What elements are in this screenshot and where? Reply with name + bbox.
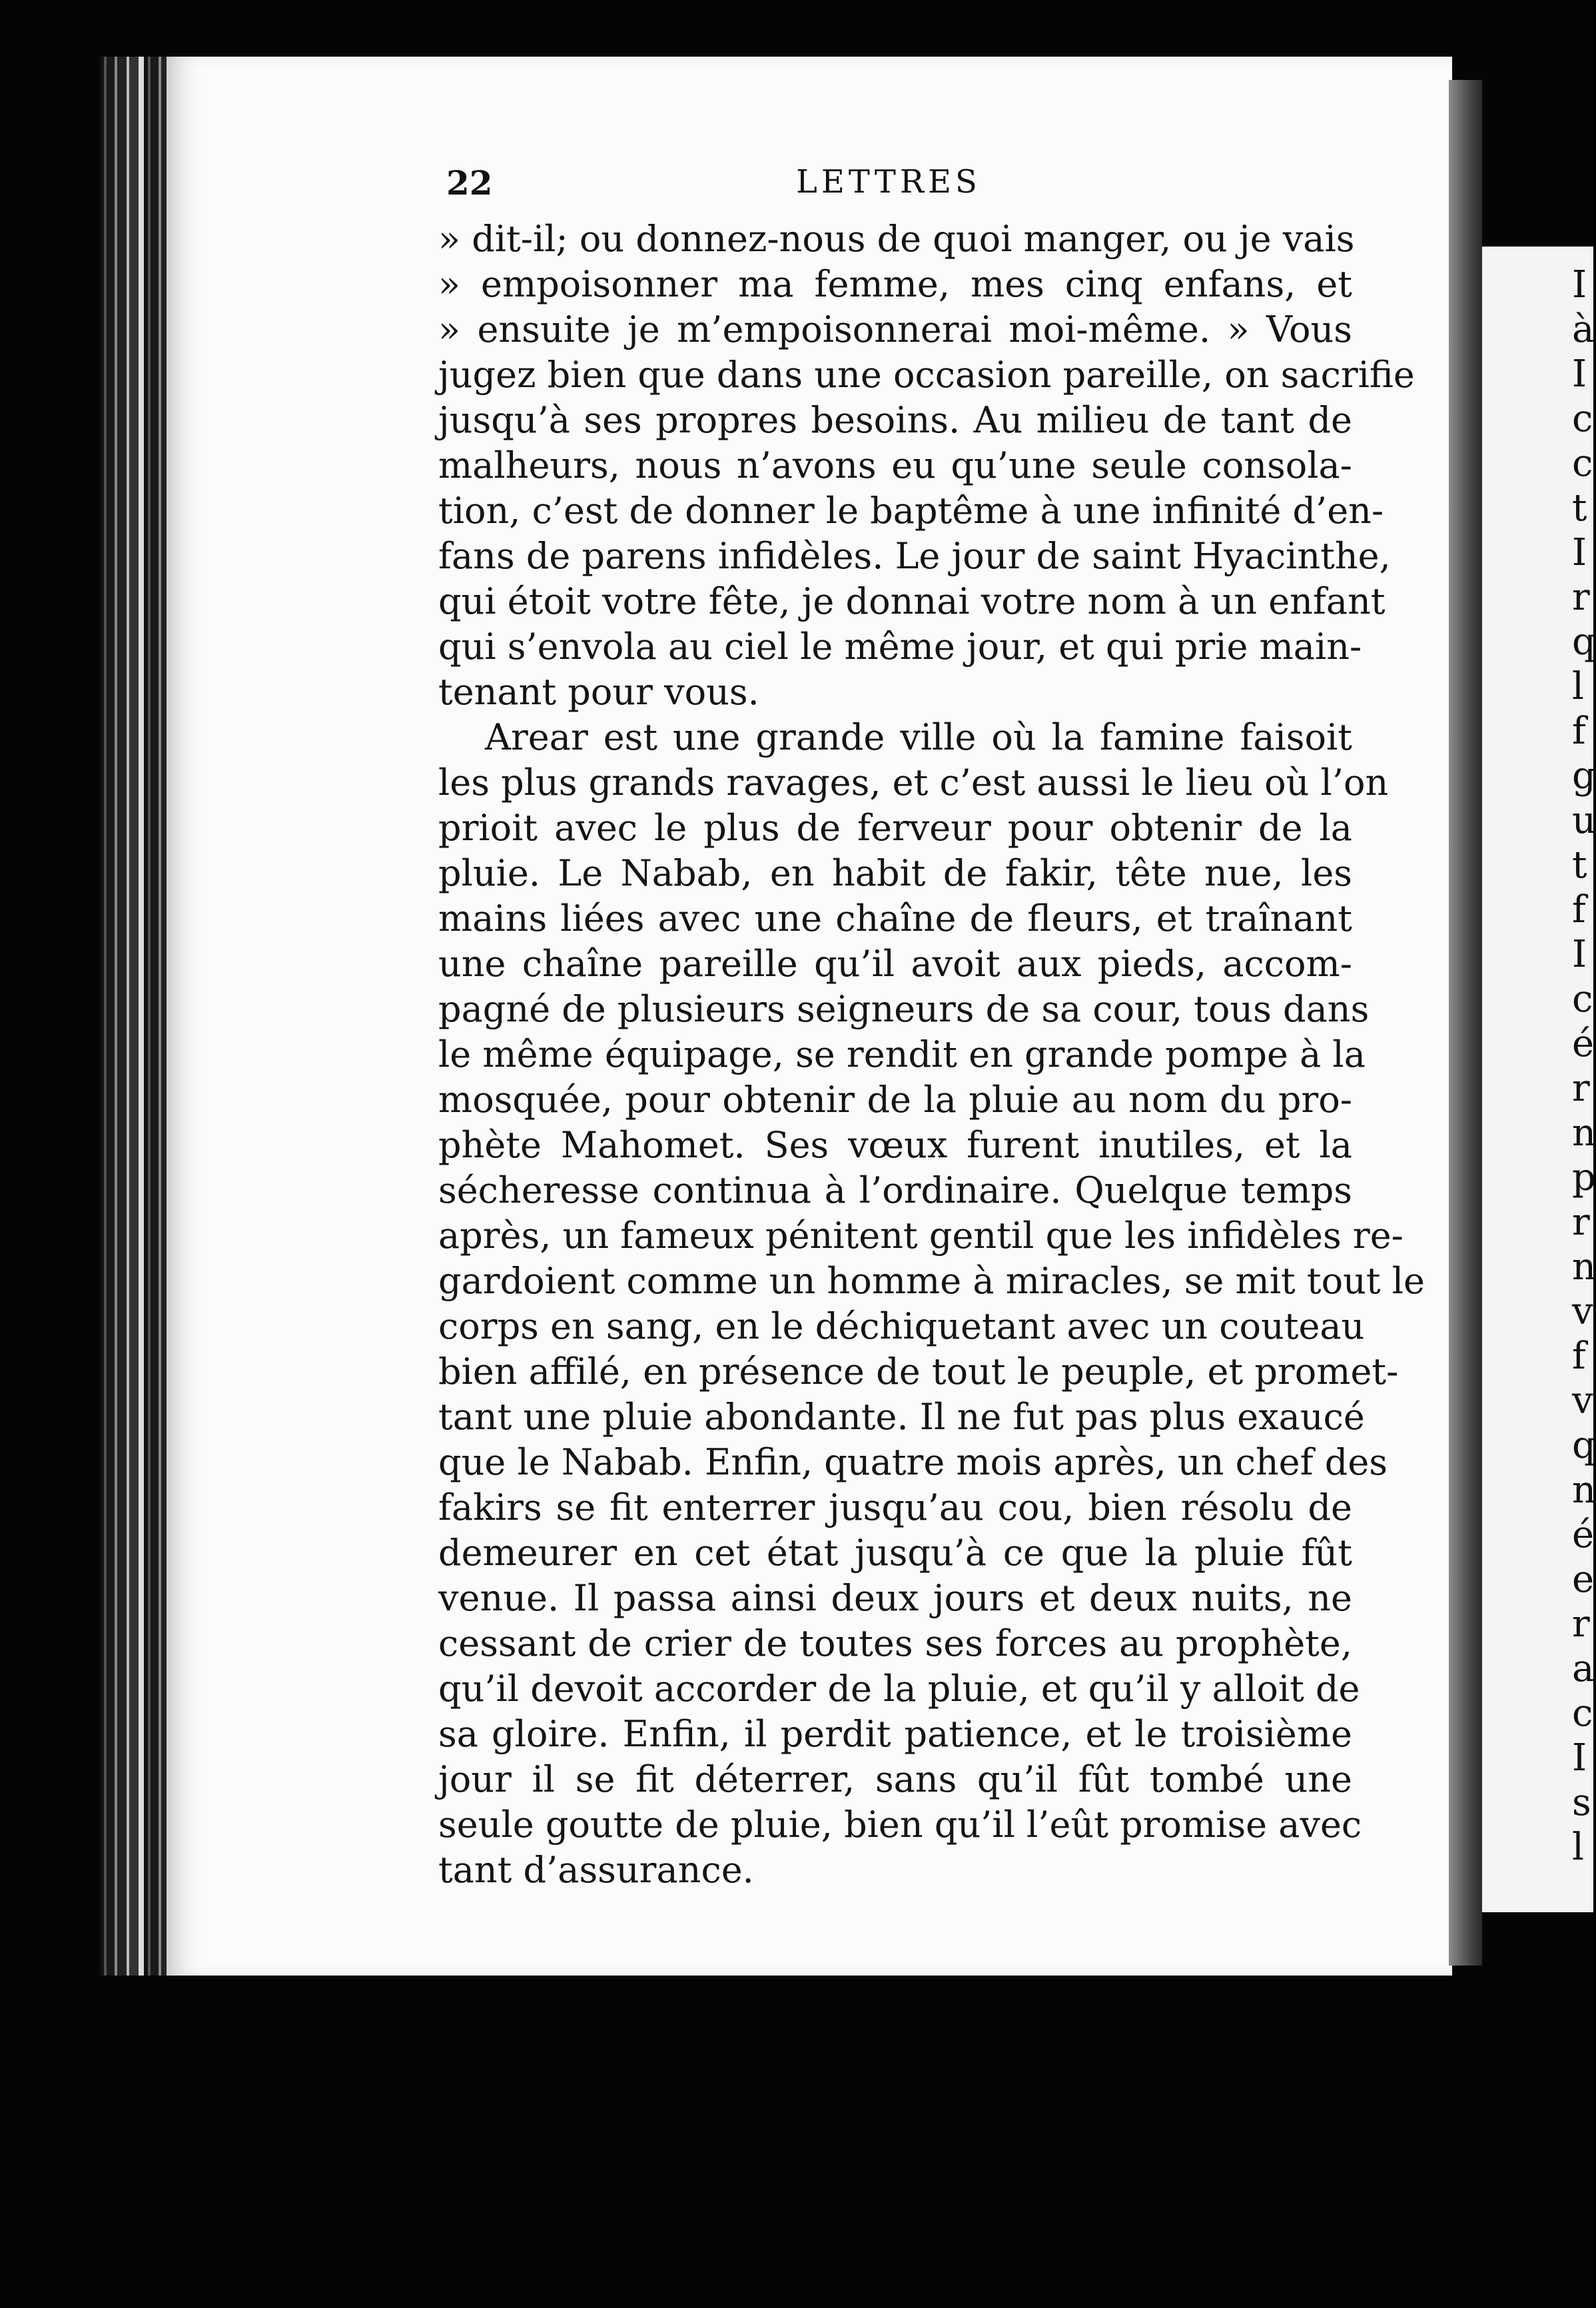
- text-line: corps en sang, en le déchiquetant avec un couteau: [438, 1305, 1365, 1347]
- page-edge-shadow: [1449, 80, 1482, 1966]
- facing-page-letter: q: [1572, 1424, 1596, 1467]
- facing-page-letter: e: [1572, 1558, 1595, 1601]
- text-line: cessant de crier de toutes ses forces au prophète,: [438, 1622, 1352, 1664]
- facing-page-letter: c: [1572, 397, 1593, 440]
- text-line: venue. Il passa ainsi deux jours et deux nuits, ne: [438, 1577, 1352, 1619]
- facing-page-letter: l: [1572, 1826, 1584, 1869]
- text-line: tenant pour vous.: [438, 671, 759, 713]
- text-line: tion, c’est de donner le baptême à une infinité d’en-: [438, 490, 1384, 532]
- text-line: les plus grands ravages, et c’est aussi le lieu où l’on: [438, 762, 1389, 804]
- text-line: jour il se fit déterrer, sans qu’il fût tombé une: [438, 1758, 1352, 1800]
- text-line: sécheresse continua à l’ordinaire. Quelque temps: [438, 1169, 1352, 1211]
- text-line: » ensuite je m’empoisonnerai moi-même. » Vous: [438, 308, 1352, 350]
- text-line: fakirs se fit enterrer jusqu’au cou, bien résolu de: [438, 1486, 1352, 1528]
- text-line: malheurs, nous n’avons eu qu’une seule consola-: [438, 444, 1352, 486]
- text-line: » dit-il; ou donnez-nous de quoi manger, ou je vais: [438, 218, 1355, 260]
- facing-page-letter: c: [1572, 1692, 1593, 1735]
- facing-page-letter: é: [1572, 1513, 1595, 1556]
- facing-page-letter: f: [1572, 710, 1586, 753]
- text-line: pagné de plusieurs seigneurs de sa cour, tous dans: [438, 988, 1370, 1030]
- text-line: tant d’assurance.: [438, 1849, 754, 1891]
- text-line: pluie. Le Nabab, en habit de fakir, tête nue, les: [438, 852, 1352, 894]
- facing-page-letter: g: [1572, 754, 1596, 798]
- text-line: qui étoit votre fête, je donnai votre nom à un enfant: [438, 580, 1386, 622]
- facing-page-letter: I: [1572, 1736, 1587, 1780]
- text-line: Arear est une grande ville où la famine faisoit: [485, 716, 1352, 758]
- facing-page-letter: v: [1572, 1379, 1593, 1423]
- text-line: jusqu’à ses propres besoins. Au milieu de tant de: [438, 399, 1352, 441]
- facing-page-letter: t: [1572, 844, 1587, 887]
- facing-page-letter: r: [1572, 1602, 1590, 1646]
- facing-page-letter: f: [1572, 888, 1586, 931]
- facing-page-letter: r: [1572, 576, 1590, 619]
- facing-page-letter: u: [1572, 799, 1596, 842]
- facing-page-letter: c: [1572, 977, 1593, 1021]
- facing-page-letter: c: [1572, 442, 1593, 485]
- body-text: [438, 217, 1425, 1893]
- facing-page-letter: é: [1572, 1022, 1595, 1065]
- text-line: mains liées avec une chaîne de fleurs, et traînant: [438, 897, 1352, 939]
- text-line: demeurer en cet état jusqu’à ce que la pluie fût: [438, 1532, 1352, 1574]
- facing-page-letter: q: [1572, 620, 1596, 664]
- facing-page-letter: I: [1572, 263, 1587, 306]
- facing-page-letter: I: [1572, 531, 1587, 574]
- text-line: le même équipage, se rendit en grande pompe à la: [438, 1033, 1366, 1075]
- running-title: LETTRES: [796, 163, 981, 201]
- text-line: gardoient comme un homme à miracles, se mit tout le: [438, 1260, 1425, 1302]
- text-line: tant une pluie abondante. Il ne fut pas plus exaucé: [438, 1396, 1365, 1438]
- facing-page-letter: l: [1572, 665, 1584, 708]
- facing-page-letter: à: [1572, 308, 1595, 351]
- text-line: prioit avec le plus de ferveur pour obtenir de la: [438, 807, 1352, 849]
- facing-page-letter: n: [1572, 1245, 1596, 1289]
- facing-page-letter: I: [1572, 933, 1587, 976]
- text-line: une chaîne pareille qu’il avoit aux pieds, accom-: [438, 943, 1352, 985]
- facing-page-letter: s: [1572, 1781, 1591, 1824]
- text-line: qu’il devoit accorder de la pluie, et qu’il y alloit de: [438, 1668, 1360, 1710]
- text-line: » empoisonner ma femme, mes cinq enfans, et: [438, 263, 1352, 305]
- page-number: 22: [446, 163, 493, 203]
- facing-page-letter: r: [1572, 1201, 1590, 1244]
- facing-page-letter: n: [1572, 1468, 1596, 1512]
- text-line: fans de parens infidèles. Le jour de saint Hyacinthe,: [438, 535, 1391, 577]
- paragraph-1: [438, 217, 1415, 715]
- facing-page-letter: r: [1572, 1067, 1590, 1110]
- facing-page-letter: I: [1572, 352, 1587, 396]
- facing-page-letter: t: [1572, 486, 1587, 530]
- facing-page-letter: n: [1572, 1111, 1596, 1155]
- text-line: bien affilé, en présence de tout le peuple, et promet-: [438, 1351, 1399, 1393]
- facing-page-letter: f: [1572, 1335, 1586, 1378]
- text-line: après, un fameux pénitent gentil que les infidèles re-: [438, 1215, 1403, 1257]
- text-line: que le Nabab. Enfin, quatre mois après, un chef des: [438, 1441, 1388, 1483]
- text-line: phète Mahomet. Ses vœux furent inutiles, et la: [438, 1124, 1352, 1166]
- facing-page-letter: p: [1572, 1156, 1596, 1199]
- facing-page-letter: v: [1572, 1290, 1593, 1333]
- paragraph-2: [438, 715, 1425, 1893]
- text-line: qui s’envola au ciel le même jour, et qui prie main-: [438, 626, 1362, 668]
- text-line: jugez bien que dans une occasion pareille, on sacrifie: [438, 354, 1415, 396]
- text-line: sa gloire. Enfin, il perdit patience, et le troisième: [438, 1713, 1352, 1755]
- text-line: mosquée, pour obtenir de la pluie au nom du pro-: [438, 1079, 1352, 1121]
- facing-page-letter: a: [1572, 1647, 1595, 1690]
- text-line: seule goutte de pluie, bien qu’il l’eût promise avec: [438, 1804, 1362, 1846]
